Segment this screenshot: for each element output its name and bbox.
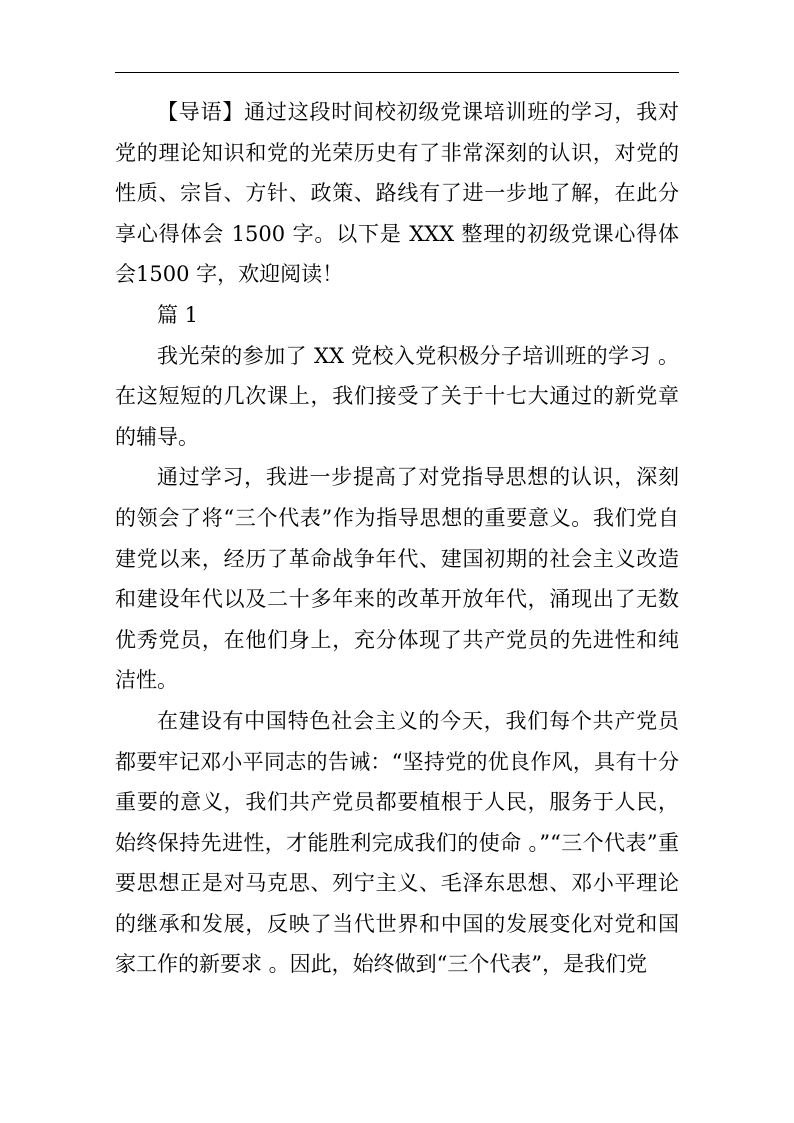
body-paragraph: 我光荣的参加了 XX 党校入党积极分子培训班的学习 。在这短短的几次课上，我们接受了关于十七大通过的新党章的辅导。 (115, 343, 679, 449)
header-rule (115, 72, 679, 73)
intro-paragraph: 【导语】通过这段时间校初级党课培训班的学习，我对党的理论知识和党的光荣历史有了非常深刻的认识，对党的性质、宗旨、方针、政策、路线有了进一步地了解，在此分享心得体会 1500 字。以下是 XXX 整理的初级党课心得体会1500 字，欢迎阅读！ (115, 100, 679, 287)
section-heading: 篇 1 (157, 302, 199, 327)
document-body (115, 92, 679, 985)
body-paragraph: 通过学习，我进一步提高了对党指导思想的认识，深刻的领会了将“三个代表”作为指导思想的重要意义。我们党自建党以来，经历了革命战争年代、建国初期的社会主义改造和建设年代以及二十多年来的改革开放年代，涌现出了无数优秀党员，在他们身上，充分体现了共产党员的先进性和纯洁性。 (115, 465, 679, 693)
body-paragraph: 在建设有中国特色社会主义的今天，我们每个共产党员都要牢记邓小平同志的告诫：“坚持党的优良作风，具有十分重要的意义，我们共产党员都要植根于人民，服务于人民，始终保持先进性，才能胜利完成我们的使命 。”“三个代表”重要思想正是对马克思、列宁主义、毛泽东思想、邓小平理论的继承和发展，反映了当代世界和中国的发展变化对党和国家工作的新要求 。因此，始终做到“三个代表”，是我们党 (115, 708, 679, 977)
